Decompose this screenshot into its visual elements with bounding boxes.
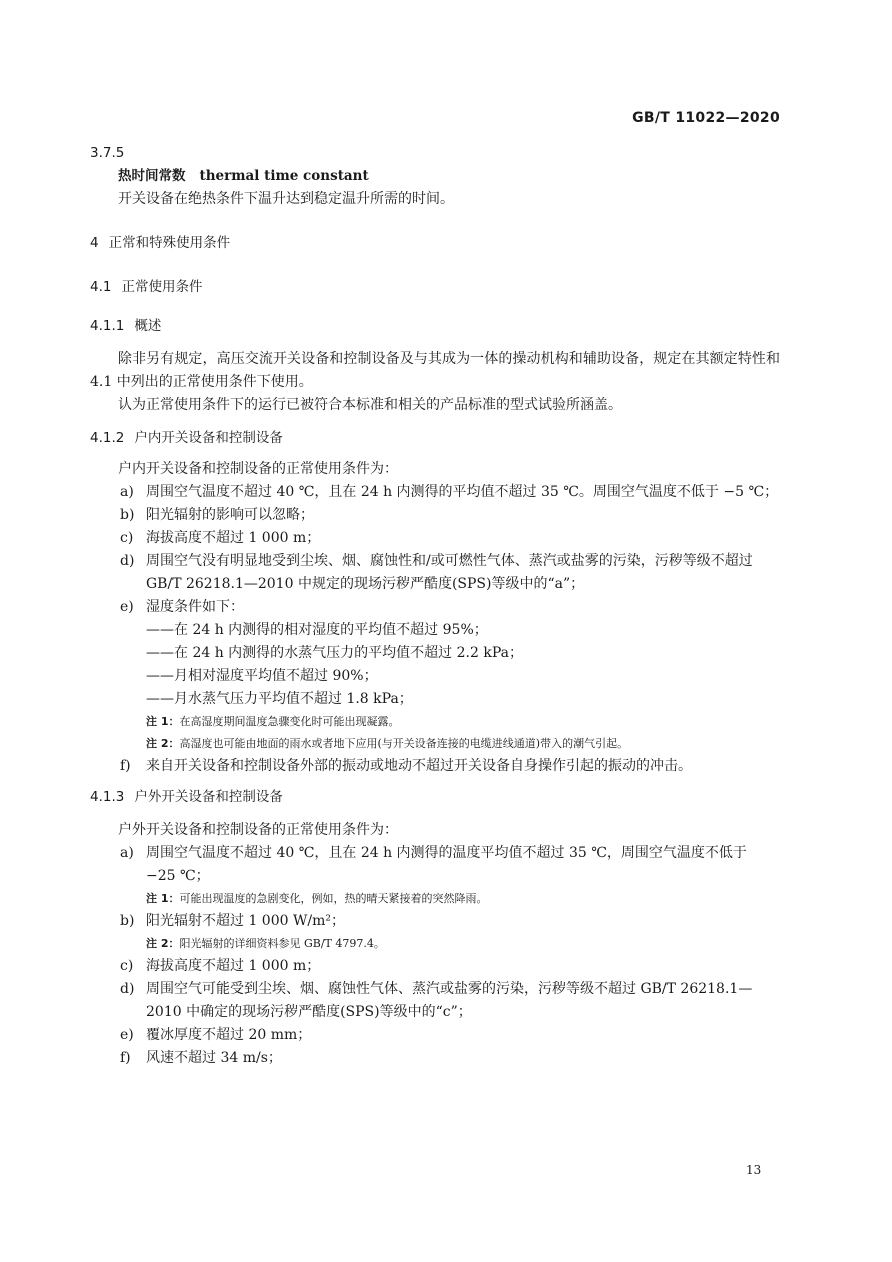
term-en: thermal time constant [199,168,369,184]
outdoor-item-e: e) 覆冰厚度不超过 20 mm； [120,1027,312,1043]
outdoor-note-1: 注 1：可能出现温度的急剧变化，例如，热的晴天紧接着的突然降雨。 [146,892,488,905]
outdoor-item-f: f) 风速不超过 34 m/s； [120,1050,282,1066]
term-zh: 热时间常数 [118,168,186,184]
outdoor-intro: 户外开关设备和控制设备的正常使用条件为： [118,822,398,838]
humidity-dash-1: ——在 24 h 内测得的相对湿度的平均值不超过 95%； [146,622,488,638]
indoor-intro: 户内开关设备和控制设备的正常使用条件为： [118,461,398,477]
standard-code: GB/T 11022—2020 [632,110,780,126]
humidity-dash-2: ——在 24 h 内测得的水蒸气压力的平均值不超过 2.2 kPa； [146,645,523,661]
overview-paragraph-1: 除非另有规定，高压交流开关设备和控制设备及与其成为一体的操动机构和辅助设备，规定在其额定特性和 4.1 中列出的正常使用条件下使用。 [90,351,780,390]
term-heading [90,165,780,188]
section-4-heading: 4 正常和特殊使用条件 [90,235,231,251]
outdoor-item-b: b) 阳光辐射不超过 1 000 W/m²； [120,913,345,929]
outdoor-item-a: a) 周围空气温度不超过 40 ℃，且在 24 h 内测得的温度平均值不超过 35 ℃，周围空气温度不低于 −25 ℃； [120,845,747,884]
indoor-item-f: f) 来自开关设备和控制设备外部的振动或地动不超过开关设备自身操作引起的振动的冲击。 [120,758,692,774]
clause-3-7-5-number: 3.7.5 [90,145,125,161]
section-4-1-1-heading: 4.1.1 概述 [90,318,162,334]
indoor-note-2: 注 2：高湿度也可能由地面的雨水或者地下应用(与开关设备连接的电缆进线通道)带入的潮气引起。 [146,737,629,750]
outdoor-item-c: c) 海拔高度不超过 1 000 m； [120,958,321,974]
indoor-item-e: e) 湿度条件如下： [120,599,244,615]
indoor-item-d: d) 周围空气没有明显地受到尘埃、烟、腐蚀性和/或可燃性气体、蒸汽或盐雾的污染，污秽等级不超过 GB/T 26218.1—2010 中规定的现场污秽严酷度(SPS)等级中的“a”； [120,553,753,592]
overview-paragraph-2: 认为正常使用条件下的运行已被符合本标准和相关的产品标准的型式试验所涵盖。 [118,397,622,413]
page-content [90,142,780,1070]
humidity-dash-4: ——月水蒸气压力平均值不超过 1.8 kPa； [146,691,413,707]
page-number: 13 [746,1163,762,1177]
section-4-1-3-heading: 4.1.3 户外开关设备和控制设备 [90,789,283,805]
indoor-item-c: c) 海拔高度不超过 1 000 m； [120,530,321,546]
humidity-dash-3: ——月相对湿度平均值不超过 90%； [146,668,378,684]
outdoor-note-2: 注 2：阳光辐射的详细资料参见 GB/T 4797.4。 [146,937,385,950]
section-4-1-2-heading: 4.1.2 户内开关设备和控制设备 [90,430,283,446]
outdoor-item-d: d) 周围空气可能受到尘埃、烟、腐蚀性气体、蒸汽或盐雾的污染，污秽等级不超过 GB/T 26218.1—2010 中确定的现场污秽严酷度(SPS)等级中的“c”； [120,981,753,1020]
indoor-item-b: b) 阳光辐射的影响可以忽略； [120,507,314,523]
term-definition: 开关设备在绝热条件下温升达到稳定温升所需的时间。 [118,191,454,207]
indoor-note-1: 注 1：在高湿度期间温度急骤变化时可能出现凝露。 [146,715,400,728]
indoor-item-a: a) 周围空气温度不超过 40 ℃，且在 24 h 内测得的平均值不超过 35 ℃。周围空气温度不低于 −5 ℃； [120,484,779,500]
section-4-1-heading: 4.1 正常使用条件 [90,279,203,295]
